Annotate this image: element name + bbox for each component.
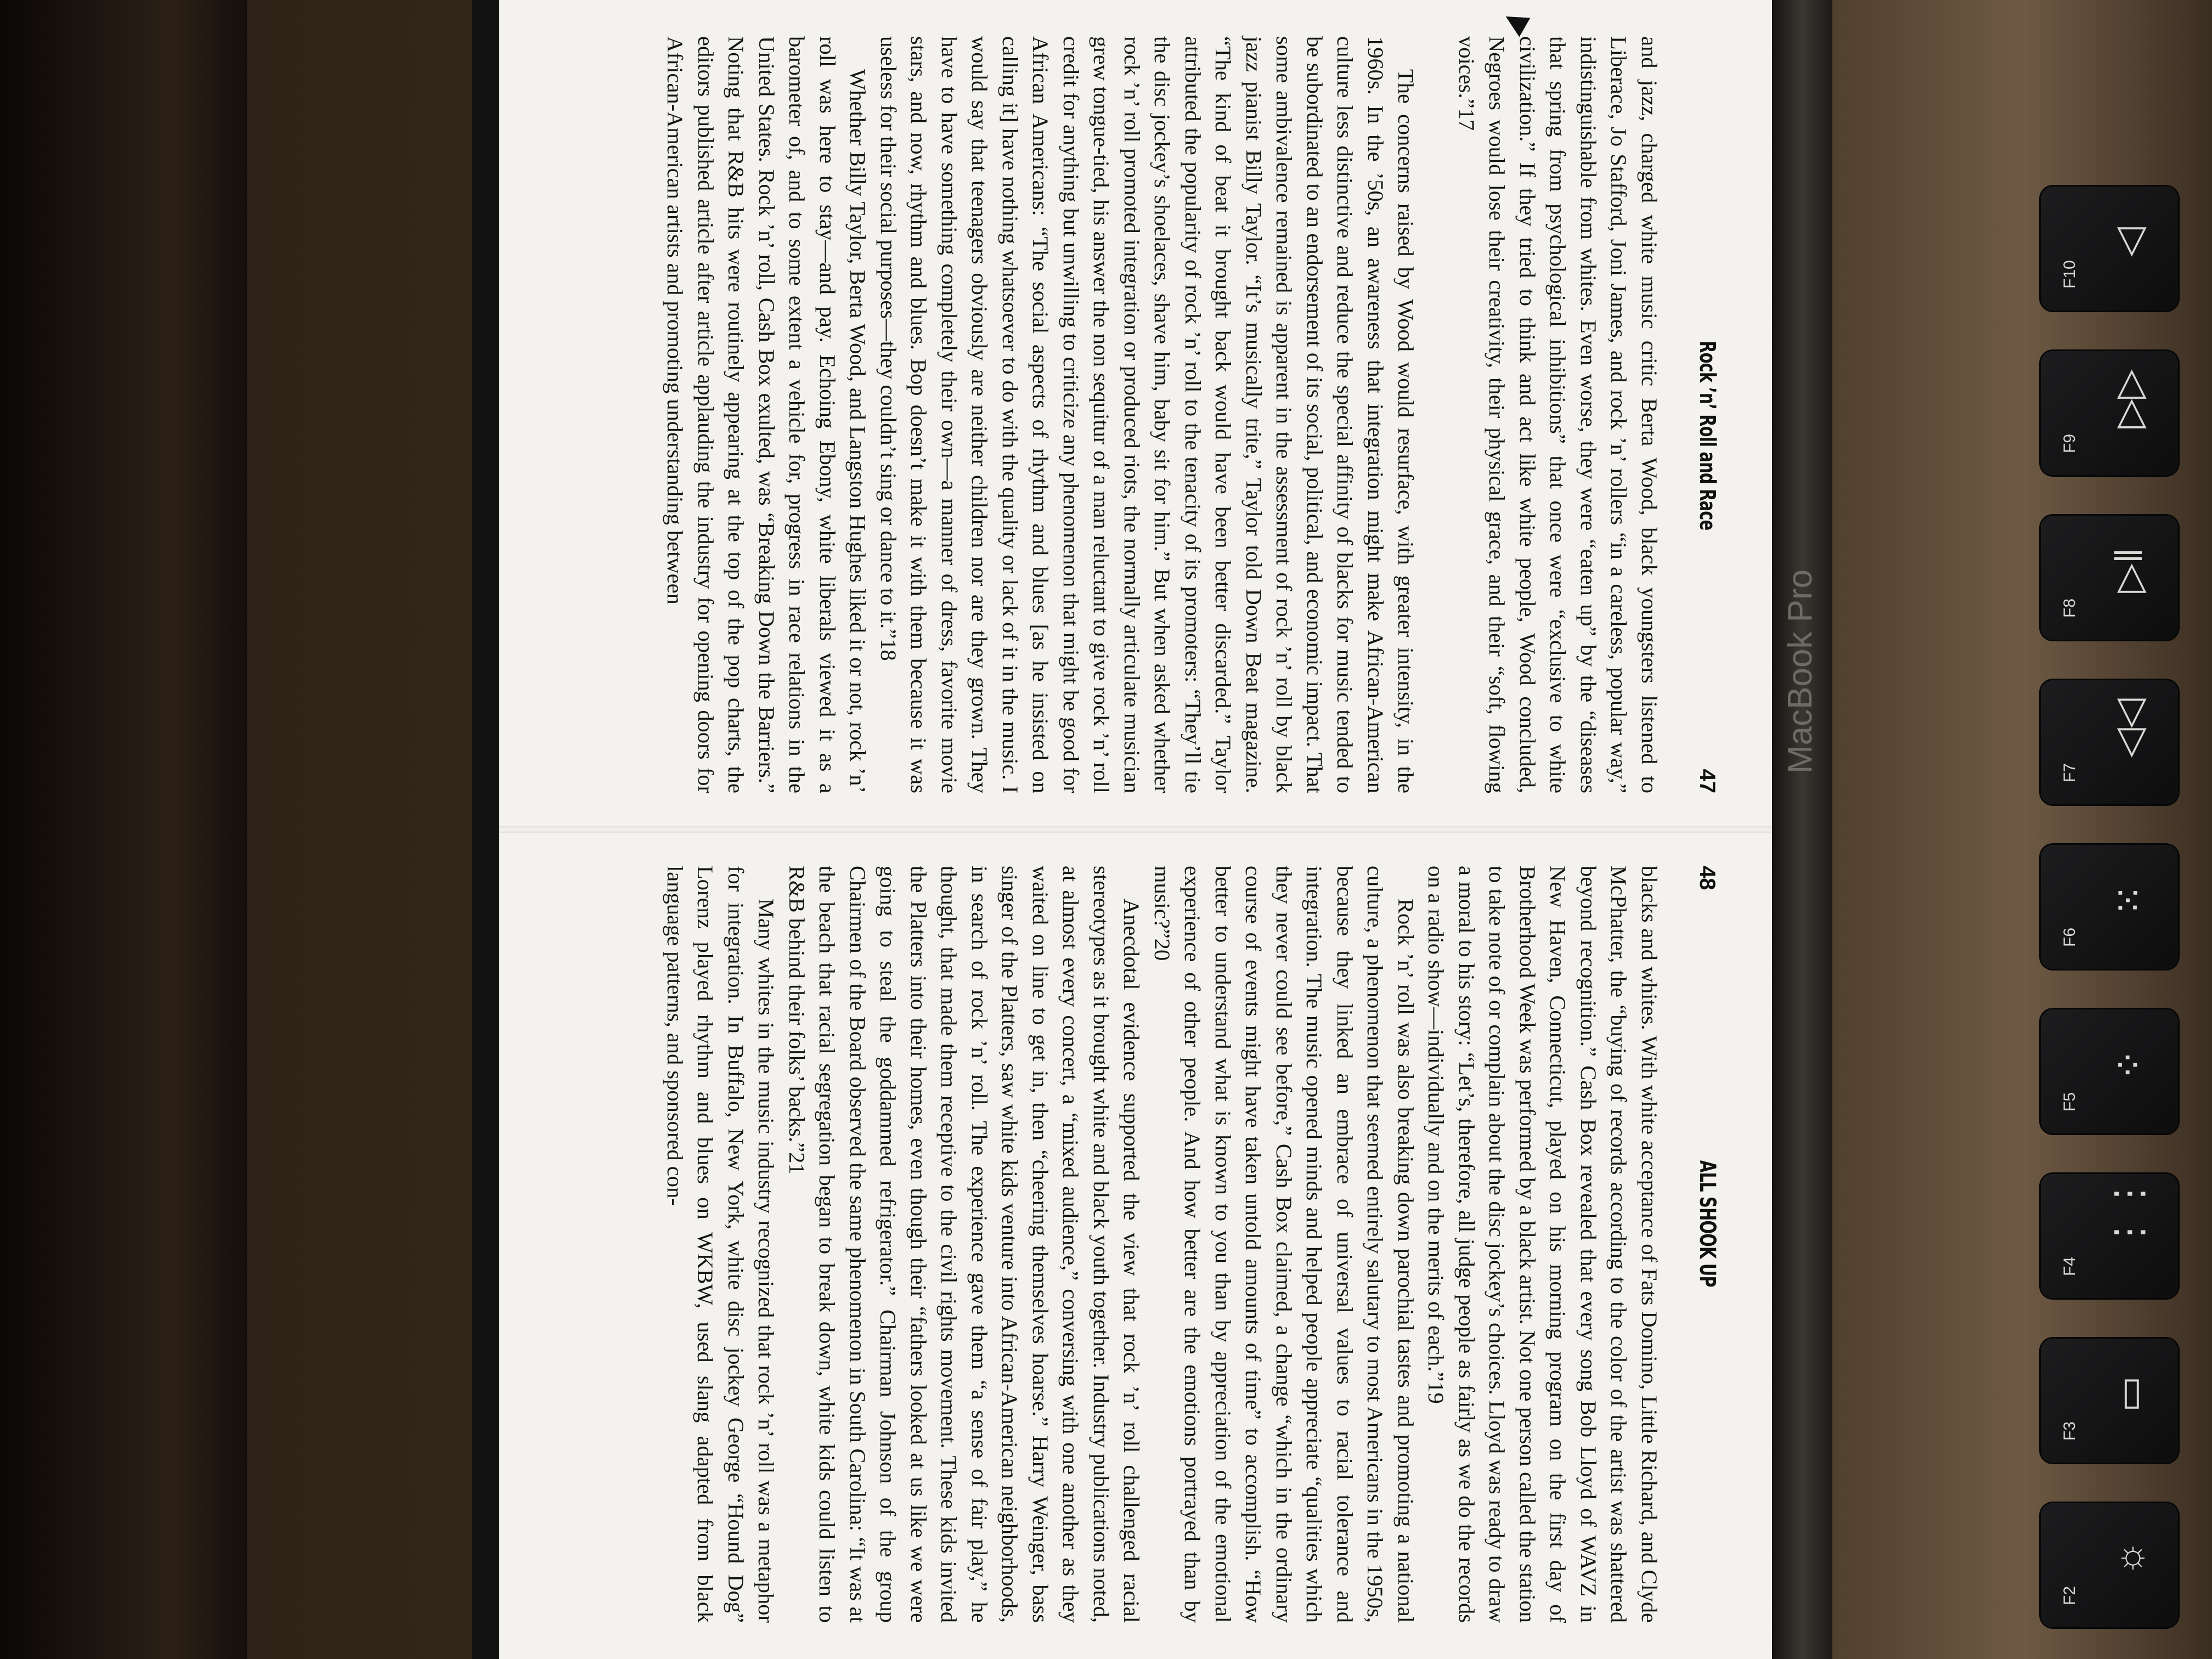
paragraph: and jazz, charged white music critic Berta Wood, black youngsters listened to Liberace, Jo Stafford, Joni James, and rock ’n’ rollers “in a careless, popular way,” indistinguishable from whites. Even worse, they were “eaten up” by the “diseases that spring from psychological inhibitions” that once were “exclusive to white civilization.” If they tried to think and act like white people, Wood concluded, Negroes would lose their creativity, their physical grace, and their “soft, flowing voices.”17 (1454, 36, 1662, 793)
ebook-page[interactable] (499, 0, 1772, 1659)
function-key-row (1832, 0, 2212, 1659)
key-f4[interactable]: ⋮⋮ F4 (2041, 1174, 2178, 1298)
fast-forward-icon: ▷▷ (2107, 369, 2150, 428)
chapter-title: Rock ’n’ Roll and Race (1695, 341, 1720, 531)
left-page (499, 0, 1772, 830)
key-f6[interactable]: ⁙ F6 (2041, 845, 2178, 969)
paragraph: Anecdotal evidence supported the view that rock ’n’ roll challenged racial stereotypes as it brought white and black youth together. Industry publications noted, at almost every concert, a “mixed audience,” conversing with one another as they waited on line to get in, then “cheering themselves hoarse.” Harry Weinger, bass singer of the Platters, saw white kids venture into African-American neighborhoods, in search of rock ’n’ roll. The experience gave them “a sense of fair play,” he thought, that made them receptive to the civil rights movement. These kids invited the Platters into their homes, even though their “fathers looked at us like we were going to steal the goddammed refrigerator.” Chairman Johnson of the group Chairmen of the Board observed the same phenomenon in South Carolina: “It was at the beach that racial segregation began to break down, white kids could listen to R&B behind their folks’ backs.”21 (785, 866, 1144, 1623)
brightness-up-icon: ☼ (2107, 1540, 2150, 1576)
key-f10[interactable]: ◁ F10 (2041, 187, 2178, 311)
left-running-header (1691, 36, 1724, 793)
key-f5[interactable]: ⁘ F5 (2041, 1009, 2178, 1133)
mute-icon: ◁ (2107, 227, 2150, 257)
paragraph: The concerns raised by Wood would resurface, with greater intensity, in the 1960s. In the ’50s, an awareness that integration might make African-American culture less distinctive and reduce the special affinity of blacks for music tended to be subordinated to an endorsement of its social, political, and economic impact. That some ambivalence remained is apparent in the assessment of rock ’n’ roll by black jazz pianist Billy Taylor. “It’s musically trite,” Taylor told Down Beat magazine. “The kind of beat it brought back would have been better discarded.” Taylor attributed the popularity of rock ’n’ roll to the tenacity of its promoters: “They’ll tie the disc jockey’s shoelaces, shave him, baby sit for him.” But when asked whether rock ’n’ roll promoted integration or produced riots, the normally articulate musician grew tongue-tied, his answer the non sequitur of a man reluctant to give rock ’n’ roll credit for anything but unwilling to criticize any phenomenon that might be good for African Americans: “The social aspects of rhythm and blues [as he insisted on calling it] have nothing whatsoever to do with the quality or lack of it in the music. I would say that teenagers obviously are neither children nor are they grown. They have to have something completely their own—a manner of dress, favorite movie stars, and now, rhythm and blues. Bop doesn’t make it with them because it was useless for their social purposes—they couldn’t sing or dance to it.”18 (876, 36, 1419, 793)
page-number: 47 (1695, 769, 1720, 793)
paragraph: Rock ’n’ roll was also breaking down parochial tastes and promoting a national culture, a phenomenon that seemed entirely salutary to most Americans in the 1950s, because they linked an embrace of universal values to racial tolerance and integration. The music opened minds and helped people appreciate “qualities which they never could see before,” Cash Box claimed, a change “which in the ordinary course of events might have taken untold amounts of time” to accomplish. “How better to understand what is known to you than by appreciation of the emotional experience of other people. And how better are the emotions portrayed than by music?”20 (1150, 866, 1418, 1623)
keyboard-brightness-down-icon: ⁘ (2107, 1048, 2150, 1081)
launchpad-icon: ⋮⋮ (2107, 1175, 2150, 1251)
key-f7[interactable]: ◁◁ F7 (2041, 680, 2178, 804)
right-page-body (521, 866, 1664, 1623)
page-number: 48 (1695, 866, 1720, 890)
rewind-icon: ◁◁ (2107, 698, 2150, 758)
key-f3[interactable]: ▭ F3 (2041, 1339, 2178, 1463)
play-pause-icon: ▷‖ (2107, 548, 2150, 593)
laptop-screen (472, 0, 1772, 1659)
paragraph: blacks and whites. With white acceptance of Fats Domino, Little Richard, and Clyde McPhatter, the “buying of records according to the color of the artist was shattered beyond recognition.” Cash Box revealed that every song Bob Lloyd of WAVZ in New Haven, Connecticut, played on his morning program on the first day of Brotherhood Week was performed by a black artist. Not one person called the station to take note of or complain about the disc jockey’s choices. Lloyd was ready to draw a moral to his story: “Let’s, therefore, all judge people as fairly as we do the records on a radio show—individually and on the merits of each.”19 (1424, 866, 1662, 1623)
right-page (499, 830, 1772, 1659)
paragraph: Whether Billy Taylor, Berta Wood, and Langston Hughes liked it or not, rock ’n’ roll was here to stay—and pay. Echoing Ebony, white liberals viewed it as a barometer of, and to some extent a vehicle for, progress in race relations in the United States. Rock ’n’ roll, Cash Box exulted, was “Breaking Down the Barriers.” Noting that R&B hits were routinely appearing at the top of the pop charts, the editors published article after article applauding the industry for opening doors for African-American artists and promoting understanding between (663, 36, 871, 793)
right-running-header (1691, 866, 1724, 1623)
brand-label: MacBook Pro (1781, 569, 1819, 774)
paragraph: Many whites in the music industry recognized that rock ’n’ roll was a metaphor for integration. In Buffalo, New York, white disc jockey George “Hound Dog” Lorenz played rhythm and blues on WKBW, used slang adapted from black language patterns, and sponsored con- (663, 866, 779, 1623)
laptop-edge (0, 0, 247, 1659)
left-page-body (521, 36, 1664, 793)
book-title: ALL SHOOK UP (1695, 1160, 1720, 1287)
keyboard-brightness-up-icon: ⁙ (2107, 884, 2150, 917)
key-f9[interactable]: ▷▷ F9 (2041, 351, 2178, 475)
laptop-hinge (1772, 0, 1832, 1659)
key-f8[interactable]: ▷‖ F8 (2041, 516, 2178, 640)
mission-control-icon: ▭ (2107, 1375, 2150, 1413)
key-f2[interactable]: ☼ F2 (2041, 1503, 2178, 1627)
